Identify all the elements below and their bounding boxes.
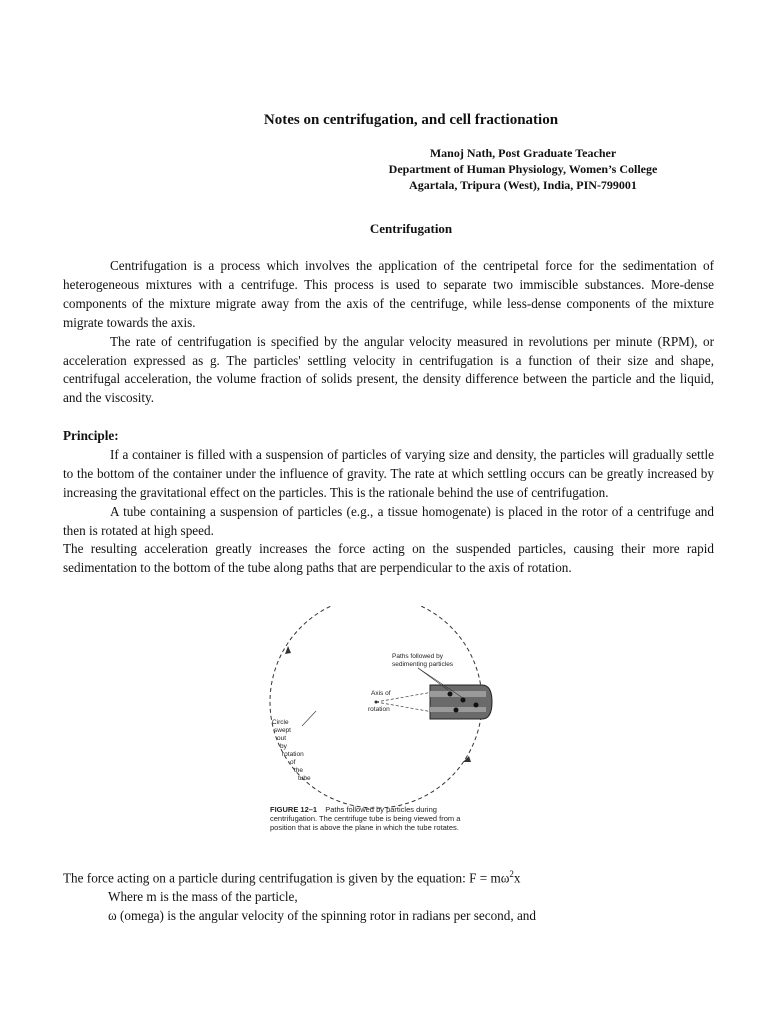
- paragraph: If a container is filled with a suspension of particles of varying size and density, the particles will gradually settle to the bottom of the container under the influence of gravity. The rate at which settling occurs can be greatly increased by increasing the gravitational effect on the particles. This is the rationale behind the use of centrifugation.: [63, 446, 714, 500]
- figure-caption-line3: position that is above the plane in which the tube rotates.: [270, 823, 459, 832]
- equation-section: [63, 865, 714, 925]
- centrifuge-diagram: [258, 606, 513, 838]
- author-block: [370, 145, 676, 193]
- author-address: Agartala, Tripura (West), India, PIN-799001: [409, 178, 637, 192]
- intro-paragraphs: [63, 257, 714, 408]
- arrow-head-icon: [285, 646, 291, 654]
- author-department: Department of Human Physiology, Women’s College: [388, 162, 658, 176]
- circle-label-line: of: [290, 759, 296, 766]
- particle: [448, 692, 453, 697]
- document-title: Notes on centrifugation, and cell fractionation: [263, 112, 559, 128]
- principle-heading: Principle:: [63, 428, 119, 443]
- circle-label-line: rotation: [282, 751, 304, 758]
- paragraph: The rate of centrifugation is specified by the angular velocity measured in revolutions per minute (RPM), or acceleration expressed as g. The particles' settling velocity in centrifugation is a function of their size and shape, centrifugal acceleration, the volume fraction of solids present, the density difference between the particle and the liquid, and the viscosity.: [63, 333, 714, 406]
- circle-label-line: Circle: [272, 719, 289, 726]
- paragraph: The resulting acceleration greatly increases the force acting on the suspended particles, causing their more rapid sedimentation to the bottom of the tube along paths that are perpendicular to the axis of rotation.: [63, 541, 714, 576]
- figure-caption-line2: centrifugation. The centrifuge tube is being viewed from a: [270, 814, 461, 823]
- paths-label-line2: sedimenting particles: [392, 661, 454, 668]
- circle-label-line: by: [280, 743, 287, 750]
- equation-intro: The force acting on a particle during centrifugation is given by the equation:: [63, 870, 470, 886]
- equation-rhs: x: [513, 870, 521, 886]
- figure-caption-label: FIGURE 12–1: [270, 805, 318, 814]
- particle: [461, 698, 466, 703]
- circle-label-line: out: [277, 735, 287, 742]
- where-line: ω (omega) is the angular velocity of the spinning rotor in radians per second, and: [108, 908, 536, 924]
- figure-caption-line1: [270, 805, 437, 814]
- author-name: Manoj Nath, Post Graduate Teacher: [429, 146, 617, 160]
- centrifugation-figure: [258, 606, 513, 838]
- equation-exponent: 2: [509, 869, 514, 879]
- particle: [474, 703, 479, 708]
- centrifuge-tube: [430, 685, 492, 719]
- circle-label-line: swept: [274, 727, 291, 734]
- paragraph: A tube containing a suspension of particles (e.g., a tissue homogenate) is placed in the rotor of a centrifuge and then is rotated at high speed.: [63, 503, 714, 538]
- figure-caption-text: Paths followed by particles during: [325, 805, 437, 814]
- tube-band: [430, 691, 486, 697]
- axis-label-line2: rotation: [368, 706, 390, 713]
- where-line: Where m is the mass of the particle,: [108, 889, 298, 905]
- axis-point: [375, 701, 378, 704]
- axis-label-line1: Axis of: [371, 690, 391, 697]
- equation-line: [63, 865, 714, 887]
- circle-label: [272, 719, 311, 782]
- paragraph: Centrifugation is a process which involves the application of the centripetal force for the sedimentation of heterogeneous mixtures with a centrifuge. This process is used to separate two immiscible substances. More-dense components of the mixture migrate away from the axis of the centrifuge, while less-dense components of the mixture migrate towards the axis.: [63, 258, 714, 330]
- paths-label-line1: Paths followed by: [392, 653, 443, 660]
- principle-section: [63, 427, 714, 578]
- circle-label-line: tube: [298, 775, 311, 782]
- leader-line: [302, 711, 316, 726]
- particle: [454, 708, 459, 713]
- circle-label-line: the: [294, 767, 304, 774]
- section-heading: Centrifugation: [369, 221, 453, 236]
- equation-lhs: F = mω: [469, 870, 510, 886]
